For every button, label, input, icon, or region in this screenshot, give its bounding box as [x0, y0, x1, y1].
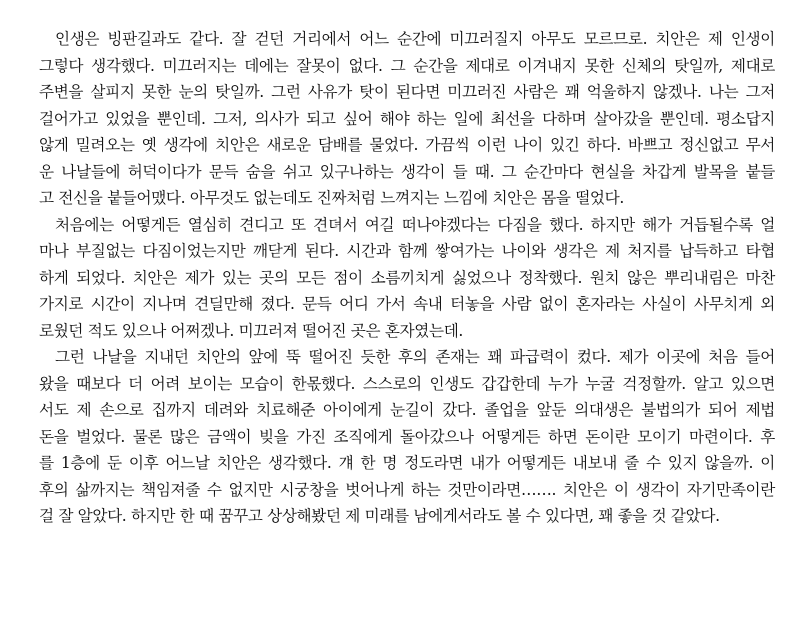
paragraph-3-line-2: 왔을 때보다 더 어려 보이는 모습이 한몫했다. 스스로의 인생도 갑갑한데 누가 누굴 걱정할까. 알고 있으면: [39, 374, 775, 393]
paragraph-2-line-2: 마나 부질없는 다짐이었는지만 깨닫게 된다. 시간과 함께 쌓여가는 나이와 생각은 제 처지를 납득하고 타협: [39, 242, 775, 260]
paragraph-1-line-5: 않게 밀려오는 옛 생각에 치안은 새로운 담배를 물었다. 가끔씩 이런 나이 있긴 하다. 바쁘고 정신없고 무서: [39, 136, 775, 154]
paragraph-2-line-3: 하게 되었다. 치안은 제가 있는 곳의 모든 점이 소름끼치게 싫었으나 정착했다. 원치 않은 뿌리내림은 마찬: [39, 268, 775, 287]
paragraph-1-line-6: 운 나날들에 허덕이다가 문득 숨을 쉬고 있구나하는 생각이 들 때. 그 순간마다 현실을 차갑게 발목을 붙들: [39, 162, 775, 181]
paragraph-1-line-2: 그렇다 생각했다. 미끄러지는 데에는 잘못이 없다. 그 순간을 제대로 이겨내지 못한 신체의 탓일까, 제대로: [39, 56, 775, 75]
paragraph-3-line-6: 후의 삶까지는 책임져줄 수 없지만 시궁창을 벗어나게 하는 것만이라면……. 치안은 이 생각이 자기만족이란: [39, 480, 775, 499]
paragraph-2-line-4: 가지로 시간이 지나며 견딜만해 졌다. 문득 어디 가서 속내 터놓을 사람 없이 혼자라는 사실이 사무치게 외: [39, 295, 775, 313]
paragraph-2-line-1: 처음에는 어떻게든 열심히 견디고 또 견뎌서 여길 떠나야겠다는 다짐을 했다. 하지만 해가 거듭될수록 얼: [55, 215, 775, 234]
paragraph-1-line-4: 걸어가고 있었을 뿐인데. 그저, 의사가 되고 싶어 해야 하는 일에 최선을 다하며 살아갔을 뿐인데. 평소답지: [39, 109, 775, 128]
paragraph-3-line-5: 를 1층에 둔 이후 어느날 치안은 생각했다. 걔 한 명 정도라면 내가 어떻게든 내보내 줄 수 있지 않을까. 이: [39, 454, 775, 472]
paragraph-3-line-1: 그런 나날을 지내던 치안의 앞에 뚝 떨어진 듯한 후의 존재는 꽤 파급력이 컸다. 제가 이곳에 처음 들어: [55, 348, 775, 366]
paragraph-3-line-3: 서도 제 손으로 집까지 데려와 치료해준 아이에게 눈길이 갔다. 졸업을 앞둔 의대생은 불법의가 되어 제법: [39, 401, 775, 419]
paragraph-1-line-3: 주변을 살피지 못한 눈의 탓일까. 그런 사유가 탓이 된다면 미끄러진 사람은 꽤 억울하지 않겠나. 나는 그저: [39, 83, 775, 101]
paragraph-3-line-7: 걸 잘 알았다. 하지만 한 때 꿈꾸고 상상해봤던 제 미래를 남에게서라도 볼 수 있다면, 꽤 좋을 것 같았다.: [39, 507, 720, 525]
paragraph-1-line-1: 인생은 빙판길과도 같다. 잘 걷던 거리에서 어느 순간에 미끄러질지 아무도 모르므로. 치안은 제 인생이: [55, 30, 775, 48]
paragraph-2-line-5: 로웠던 적도 있으나 어쩌겠나. 미끄러져 떨어진 곳은 혼자였는데.: [39, 321, 464, 340]
paragraph-3-line-4: 돈을 벌었다. 물론 많은 금액이 빚을 가진 조직에게 돌아갔으나 어떻게든 하면 돈이란 모이기 마련이다. 후: [39, 427, 775, 446]
paragraph-1-line-7: 고 전신을 붙들어맸다. 아무것도 없는데도 진짜처럼 느껴지는 느낌에 치안은 몸을 떨었다.: [39, 189, 624, 207]
